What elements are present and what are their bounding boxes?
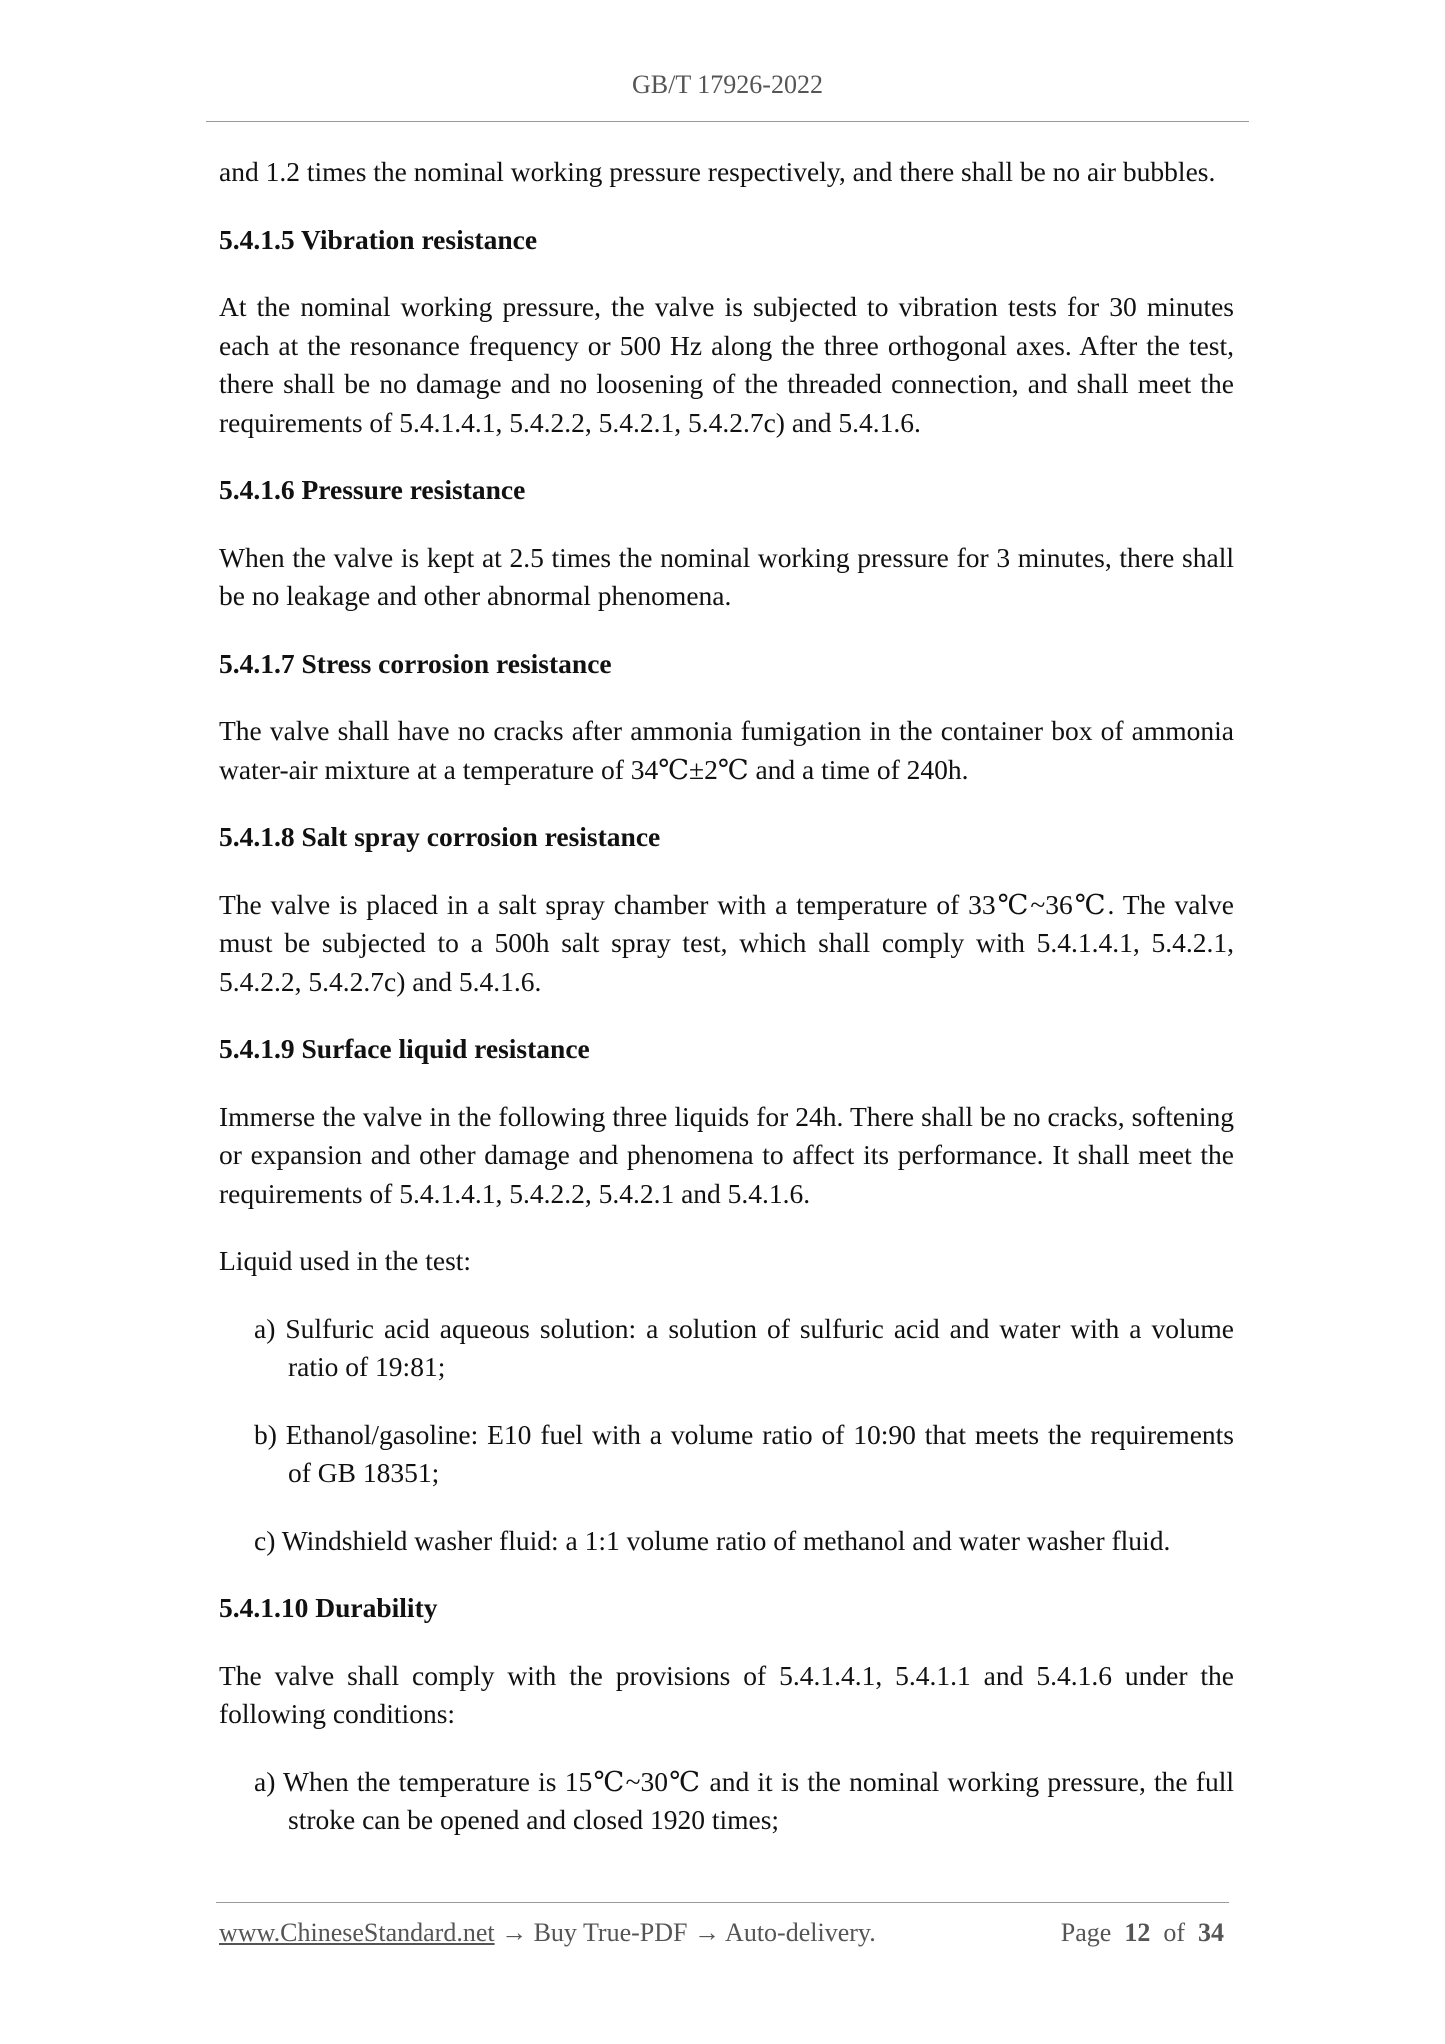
paragraph-5-4-1-7: The valve shall have no cracks after ammonia fumigation in the container box of ammonia water-air mixture at a temperature of 34℃±2℃ and a time of 240h.: [219, 715, 1234, 785]
continuation-paragraph: and 1.2 times the nominal working pressure respectively, and there shall be no air bubbles.: [219, 156, 1216, 187]
paragraph-5-4-1-5: At the nominal working pressure, the valve is subjected to vibration tests for 30 minutes each at the resonance frequency or 500 Hz along the three orthogonal axes. After the test, there shall be no damage and no loosening of the threaded connection, and shall meet the requirements of 5.4.1.4.1, 5.4.2.2, 5.4.2.1, 5.4.2.7c) and 5.4.1.6.: [219, 291, 1234, 438]
current-page-number: 12: [1124, 1918, 1151, 1947]
website-link[interactable]: www.ChineseStandard.net: [219, 1918, 495, 1947]
list-item: a) When the temperature is 15℃~30℃ and it is the nominal working pressure, the full stroke can be opened and closed 1920 times;: [254, 1765, 1234, 1835]
heading-5-4-1-9: 5.4.1.9 Surface liquid resistance: [219, 1033, 590, 1064]
heading-5-4-1-10: 5.4.1.10 Durability: [219, 1592, 438, 1623]
paragraph-5-4-1-10: The valve shall comply with the provisions of 5.4.1.4.1, 5.4.1.1 and 5.4.1.6 under the following conditions:: [219, 1659, 1234, 1729]
running-header: GB/T 17926-2022: [632, 70, 823, 99]
of-label: of: [1163, 1918, 1185, 1947]
list-item: a) Sulfuric acid aqueous solution: a solution of sulfuric acid and water with a volume ratio of 19:81;: [254, 1312, 1234, 1382]
total-pages: 34: [1198, 1918, 1224, 1947]
heading-5-4-1-6: 5.4.1.6 Pressure resistance: [219, 474, 526, 505]
page-indicator: [1061, 1918, 1224, 1948]
footer-promo: [219, 1918, 876, 1948]
list-item: b) Ethanol/gasoline: E10 fuel with a volume ratio of 10:90 that meets the requirements of GB 18351;: [254, 1418, 1234, 1488]
header-divider: [206, 121, 1249, 122]
paragraph-5-4-1-8: The valve is placed in a salt spray chamber with a temperature of 33℃~36℃. The valve must be subjected to a 500h salt spray test, which shall comply with 5.4.1.4.1, 5.4.2.1, 5.4.2.2, 5.4.2.7c) and 5.4.1.6.: [219, 888, 1234, 997]
footer-promo-text: → Buy True-PDF → Auto-delivery.: [501, 1918, 876, 1947]
liquid-list-intro: Liquid used in the test:: [219, 1245, 472, 1276]
footer-divider: [216, 1902, 1229, 1903]
document-body: [219, 153, 1234, 1840]
heading-5-4-1-5: 5.4.1.5 Vibration resistance: [219, 223, 538, 255]
paragraph-5-4-1-6: When the valve is kept at 2.5 times the nominal working pressure for 3 minutes, there shall be no leakage and other abnormal phenomena.: [219, 541, 1234, 611]
list-item: c) Windshield washer fluid: a 1:1 volume ratio of methanol and water washer fluid.: [254, 1524, 1171, 1556]
heading-5-4-1-8: 5.4.1.8 Salt spray corrosion resistance: [219, 821, 661, 852]
page-label: Page: [1060, 1918, 1112, 1947]
heading-5-4-1-7: 5.4.1.7 Stress corrosion resistance: [219, 647, 612, 679]
paragraph-5-4-1-9: Immerse the valve in the following three liquids for 24h. There shall be no cracks, softening or expansion and other damage and phenomena to affect its performance. It shall meet the requirements of 5.4.1.4.1, 5.4.2.2, 5.4.2.1 and 5.4.1.6.: [219, 1100, 1234, 1209]
